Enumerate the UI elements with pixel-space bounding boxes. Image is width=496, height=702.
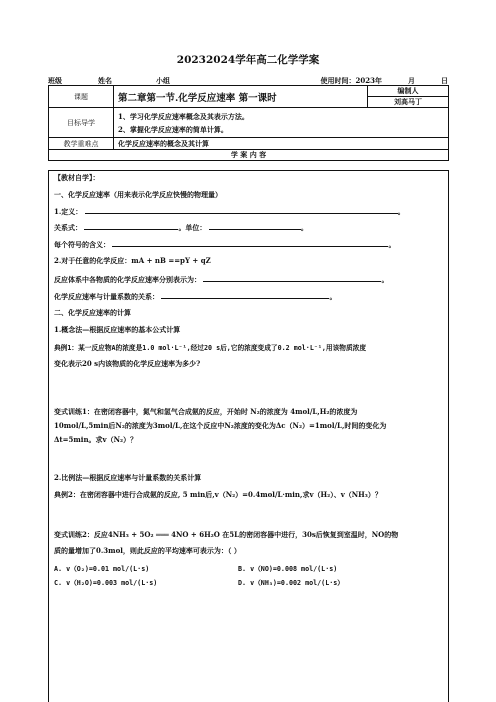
relation-row: 化学反应速率与计量系数的关系： 。 (54, 292, 337, 301)
example-1-line-2: 变化表示20 s内该物质的化学反应速率为多少? (54, 359, 201, 368)
symbols-blank[interactable] (112, 239, 388, 247)
day-label: 日 (441, 76, 448, 85)
variant-1-line-1: 变式训练1：在密闭容器中，氮气和氢气合成氨的反应，开始时 N₂的浓度为 4mol/L,H₂的浓度为 (54, 407, 358, 416)
example-2: 典例2：在密闭容器中进行合成氨的反应, 5 min后,v（N₂）=0.4mol/L·min,求v（H₂）、v（NH₃）？ (54, 490, 382, 499)
variant-2-line-1: 变式训练2：反应4NH₃ + 5O₂ ═══ 4NO + 6H₂O 在5L的密闭容器中进行，30s后恢复到室温时，NO的物 (54, 530, 399, 539)
option-a: A. v（O₂)=0.01 mol/(L·s) (54, 565, 150, 573)
relation-blank[interactable] (161, 291, 329, 299)
editor-value: 刘高马丁 (368, 97, 449, 108)
class-label: 班级 (48, 76, 62, 85)
unit-blank[interactable] (209, 222, 301, 230)
option-c: C. v（H₂O)=0.003 mol/(L·s) (54, 579, 158, 587)
unit-label: 。单位： (178, 223, 207, 232)
key-label: 教学重难点 (49, 138, 114, 150)
symbols-row: 每个符号的含义： 。 (54, 240, 396, 249)
symbols-label: 每个符号的含义： (54, 240, 110, 249)
key-value: 化学反应速率的概念及其计算 (114, 138, 449, 150)
goal-item-2: 2、掌握化学反应速率的简单计算。 (118, 124, 228, 134)
self-study-heading: 【教材自学】： (54, 173, 100, 182)
content-heading: 学 案 内 容 (49, 150, 449, 161)
relation-label: 化学反应速率与计量系数的关系： (54, 292, 159, 301)
page-title: 20232024学年高二化学学案 (176, 54, 320, 66)
reaction-intro: 2.对于任意的化学反应：mA + nB ==pY + qZ (54, 256, 211, 265)
group-label: 小组 (156, 76, 170, 85)
variant-1-line-3: Δt=5min。求v（N₂）？ (54, 435, 138, 444)
goal-item-1: 1、学习化学反应速率概念及其表示方法。 (118, 111, 249, 121)
topic-value: 第二章第一节.化学反应速率 第一课时 (114, 86, 368, 108)
rate-expression-blank[interactable] (203, 274, 381, 282)
variant-1-line-2: 10mol/L,5min后N₂的浓度为3mol/L,在这个反应中N₂浓度的变化为Δc（N₂）=1mol/L,时间的变化为 (54, 421, 387, 430)
rate-expression-row: 反应体系中各物质的化学反应速率分别表示为： 。 (54, 275, 389, 284)
example-1-line-1: 典例1：某一反应物A的浓度是1.0 mol·L⁻¹,经过20 s后,它的浓度变成了0.2 mol·L⁻¹,用该物质浓度 (54, 344, 367, 352)
editor-label: 编制人 (368, 86, 449, 97)
name-label: 姓名 (98, 76, 112, 85)
option-b: B. v（NO)=0.008 mol/(L·s) (238, 565, 338, 573)
section-2-title: 二、化学反应速率的计算 (54, 308, 131, 317)
formula-row: 关系式： 。单位： 。 (54, 223, 308, 232)
formula-label: 关系式： (54, 223, 82, 232)
goal-label: 目标导学 (49, 108, 114, 138)
formula-blank[interactable] (84, 222, 178, 230)
rate-expression-label: 反应体系中各物质的化学反应速率分别表示为： (54, 275, 201, 284)
date-label: 使用时间：2023年 (320, 76, 382, 85)
month-label: 月 (408, 76, 415, 85)
variant-2-line-2: 质的量增加了0.3mol，则此反应的平均速率可表示为：（ ） (54, 546, 241, 555)
section-1-title: 一、化学反应速率（用来表示化学反应快慢的物理量） (54, 190, 222, 199)
definition-label: 1.定义： (54, 207, 83, 216)
definition-blank[interactable] (85, 206, 398, 214)
option-d: D. v（NH₃)=0.002 mol/(L·s） (238, 579, 344, 587)
method-1-title: 1.概念法—根据反应速率的基本公式计算 (54, 325, 181, 334)
lesson-header-table (48, 85, 449, 161)
topic-label: 课题 (49, 86, 114, 108)
definition-row: 1.定义： 。 (54, 207, 405, 216)
method-2-title: 2.比例法—根据反应速率与计量系数的关系计算 (54, 473, 202, 482)
